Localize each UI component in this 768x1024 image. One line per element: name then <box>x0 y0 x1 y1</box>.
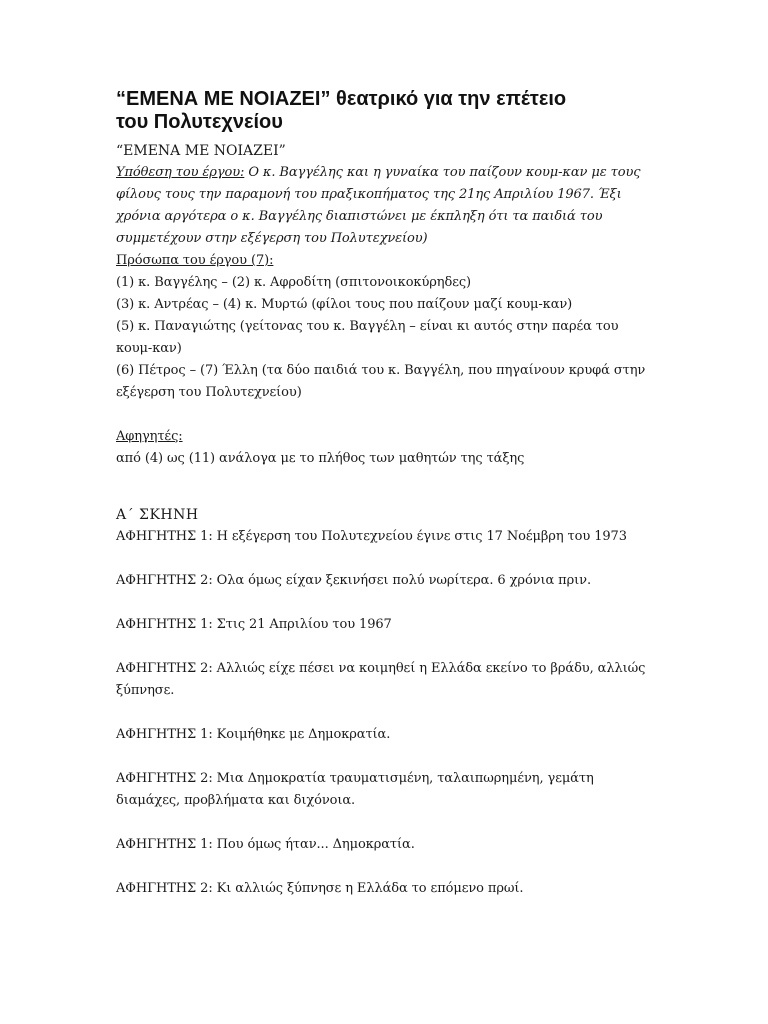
dialogue-line: ΑΦΗΓΗΤΗΣ 2: Ολα όμως είχαν ξεκινήσει πολύ νωρίτερα. 6 χρόνια πριν. <box>116 573 592 588</box>
characters-heading <box>116 250 656 272</box>
narrators-heading-text: Αφηγητές: <box>116 429 183 444</box>
document-page <box>116 88 656 922</box>
spacer <box>116 404 656 426</box>
dialogue-line: ΑΦΗΓΗΤΗΣ 1: Η εξέγερση του Πολυτεχνείου έγινε στις 17 Νοέμβρη του 1973 <box>116 529 627 544</box>
dialogue-line: ΑΦΗΓΗΤΗΣ 1: Στις 21 Απριλίου του 1967 <box>116 617 392 632</box>
dialogue-line: ΑΦΗΓΗΤΗΣ 1: Κοιμήθηκε με Δημοκρατία. <box>116 727 391 742</box>
play-title: “ΕΜΕΝΑ ΜΕ ΝΟΙΑΖΕΙ” <box>116 143 286 159</box>
character-line: (5) κ. Παναγιώτης (γείτονας του κ. Βαγγέλη – είναι κι αυτός στην παρέα του κουμ-καν) <box>116 319 619 356</box>
spacer <box>116 470 656 504</box>
dialogue-line: ΑΦΗΓΗΤΗΣ 2: Μια Δημοκρατία τραυματισμένη, ταλαιπωρημένη, γεμάτη διαμάχες, προβλήματα και διχόνοια. <box>116 771 594 808</box>
synopsis-text: Ο κ. Βαγγέλης και η γυναίκα του παίζουν κουμ-καν με τους φίλους τους την παραμονή του πραξικοπήματος της 21ης Απριλίου 1967. Έξι χρόνια αργότερα ο κ. Βαγγέλης διαπιστώνει με έκπληξη ότι τα παιδιά του συμμετέχουν στην εξέγερση του Πολυτεχνείου) <box>116 165 641 246</box>
character-line: (1) κ. Βαγγέλης – (2) κ. Αφροδίτη (σπιτονοικοκύρηδες) <box>116 275 472 290</box>
dialogue-line: ΑΦΗΓΗΤΗΣ 2: Κι αλλιώς ξύπνησε η Ελλάδα το επόμενο πρωί. <box>116 881 524 896</box>
dialogue-line: ΑΦΗΓΗΤΗΣ 1: Που όμως ήταν... Δημοκρατία. <box>116 837 415 852</box>
characters-heading-text: Πρόσωπα του έργου (7): <box>116 253 274 268</box>
character-line: (3) κ. Αντρέας – (4) κ. Μυρτώ (φίλοι τους που παίζουν μαζί κουμ-καν) <box>116 297 573 312</box>
dialogue-line: ΑΦΗΓΗΤΗΣ 2: Αλλιώς είχε πέσει να κοιμηθεί η Ελλάδα εκείνο το βράδυ, αλλιώς ξύπνησε. <box>116 661 646 698</box>
narrators-text: από (4) ως (11) ανάλογα με το πλήθος των μαθητών της τάξης <box>116 451 525 466</box>
character-line: (6) Πέτρος – (7) Έλλη (τα δύο παιδιά του κ. Βαγγέλη, που πηγαίνουν κρυφά στην εξέγερση του Πολυτεχνείου) <box>116 363 646 400</box>
synopsis-paragraph <box>116 162 656 250</box>
scene-heading: Α΄ ΣΚΗΝΗ <box>116 507 199 523</box>
narrators-heading <box>116 426 656 448</box>
synopsis-label: Υπόθεση του έργου: <box>116 165 245 180</box>
title-line-2: του Πολυτεχνείου <box>116 111 283 133</box>
title-line-1: “ΕΜΕΝΑ ΜΕ ΝΟΙΑΖΕΙ” θεατρικό για την επέτειο <box>116 88 567 110</box>
document-title <box>116 88 656 134</box>
